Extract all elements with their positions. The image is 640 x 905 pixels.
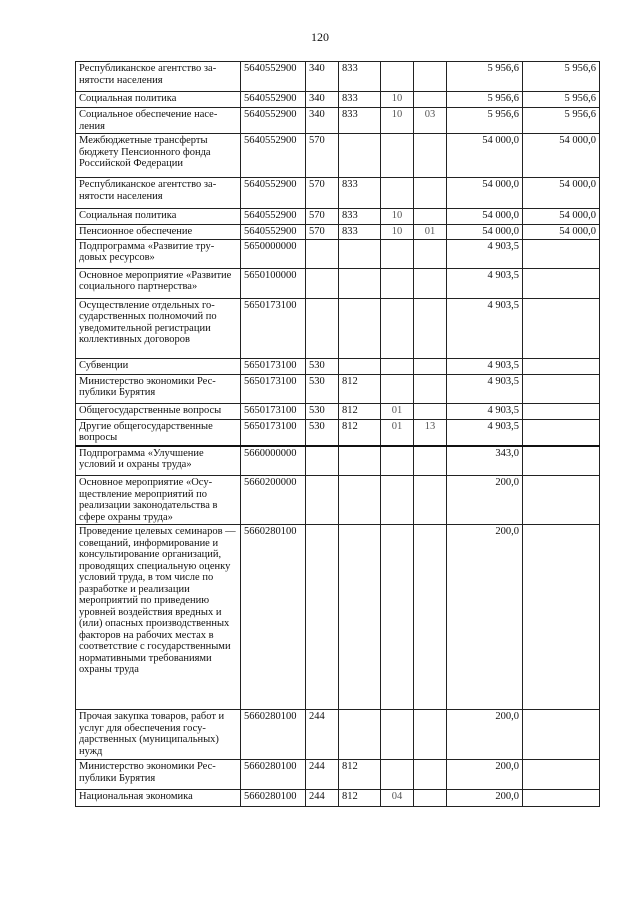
ministry-code-cell: 833 [339, 108, 381, 134]
section-cell [381, 62, 414, 92]
amount-year2-cell [523, 525, 600, 710]
expense-type-cell [306, 525, 339, 710]
amount-year1-cell: 54 000,0 [447, 178, 523, 209]
subsection-cell [414, 525, 447, 710]
amount-year2-cell [523, 268, 600, 298]
subsection-cell [414, 403, 447, 419]
ministry-code-cell [339, 710, 381, 760]
expense-type-cell: 530 [306, 419, 339, 446]
table-row [76, 358, 600, 374]
amount-year1-cell: 54 000,0 [447, 225, 523, 240]
table-row [76, 268, 600, 298]
table-row [76, 134, 600, 178]
amount-year2-cell [523, 358, 600, 374]
row-name-cell: Общегосударственные вопросы [76, 403, 241, 419]
target-code-cell: 5650100000 [241, 268, 306, 298]
row-name-cell: Основное мероприятие «Осуществление мероприятий по реализации законодательства в сфере охраны труда» [76, 476, 241, 525]
table-row [76, 298, 600, 358]
subsection-cell [414, 62, 447, 92]
section-cell [381, 446, 414, 476]
ministry-code-cell: 833 [339, 92, 381, 108]
section-cell: 04 [381, 790, 414, 807]
ministry-code-cell: 812 [339, 760, 381, 790]
amount-year1-cell: 200,0 [447, 525, 523, 710]
section-cell [381, 374, 414, 403]
subsection-cell [414, 374, 447, 403]
section-cell [381, 239, 414, 268]
ministry-code-cell: 812 [339, 419, 381, 446]
target-code-cell: 5650173100 [241, 419, 306, 446]
ministry-code-cell [339, 239, 381, 268]
amount-year1-cell: 54 000,0 [447, 209, 523, 225]
amount-year1-cell: 4 903,5 [447, 403, 523, 419]
subsection-cell: 13 [414, 419, 447, 446]
section-cell [381, 178, 414, 209]
expense-type-cell: 244 [306, 710, 339, 760]
amount-year2-cell: 5 956,6 [523, 108, 600, 134]
amount-year2-cell [523, 419, 600, 446]
table-row [76, 403, 600, 419]
row-name-cell: Подпрограмма «Развитие трудовых ресурсов» [76, 239, 241, 268]
section-cell [381, 298, 414, 358]
ministry-code-cell [339, 298, 381, 358]
section-cell [381, 525, 414, 710]
section-cell [381, 476, 414, 525]
ministry-code-cell: 812 [339, 403, 381, 419]
subsection-cell [414, 790, 447, 807]
table-row [76, 446, 600, 476]
subsection-cell [414, 358, 447, 374]
subsection-cell [414, 92, 447, 108]
amount-year1-cell: 343,0 [447, 446, 523, 476]
budget-table [75, 61, 600, 807]
amount-year2-cell [523, 403, 600, 419]
expense-type-cell: 570 [306, 134, 339, 178]
section-cell: 01 [381, 419, 414, 446]
amount-year1-cell: 200,0 [447, 760, 523, 790]
amount-year1-cell: 5 956,6 [447, 62, 523, 92]
amount-year2-cell: 5 956,6 [523, 62, 600, 92]
row-name-cell: Республиканское агентство занятости населения [76, 62, 241, 92]
table-row [76, 209, 600, 225]
row-name-cell: Основное мероприятие «Развитие социального партнерства» [76, 268, 241, 298]
subsection-cell [414, 760, 447, 790]
subsection-cell [414, 710, 447, 760]
row-name-cell: Субвенции [76, 358, 241, 374]
target-code-cell: 5650000000 [241, 239, 306, 268]
subsection-cell [414, 446, 447, 476]
table-row [76, 62, 600, 92]
ministry-code-cell [339, 525, 381, 710]
expense-type-cell: 340 [306, 108, 339, 134]
expense-type-cell: 570 [306, 209, 339, 225]
target-code-cell: 5650173100 [241, 358, 306, 374]
table-row [76, 710, 600, 760]
subsection-cell [414, 134, 447, 178]
expense-type-cell: 530 [306, 403, 339, 419]
target-code-cell: 5640552900 [241, 178, 306, 209]
row-name-cell: Осуществление отдельных государственных полномочий по уведомительной регистрации коллективных договоров [76, 298, 241, 358]
ministry-code-cell [339, 134, 381, 178]
amount-year2-cell: 54 000,0 [523, 225, 600, 240]
ministry-code-cell: 833 [339, 225, 381, 240]
amount-year2-cell [523, 239, 600, 268]
expense-type-cell [306, 298, 339, 358]
subsection-cell [414, 239, 447, 268]
target-code-cell: 5660280100 [241, 710, 306, 760]
expense-type-cell: 244 [306, 790, 339, 807]
ministry-code-cell: 833 [339, 178, 381, 209]
table-row [76, 476, 600, 525]
expense-type-cell: 530 [306, 374, 339, 403]
ministry-code-cell: 812 [339, 790, 381, 807]
amount-year1-cell: 4 903,5 [447, 358, 523, 374]
subsection-cell [414, 476, 447, 525]
table-row [76, 108, 600, 134]
expense-type-cell [306, 239, 339, 268]
amount-year1-cell: 4 903,5 [447, 268, 523, 298]
row-name-cell: Прочая закупка товаров, работ и услуг для обеспечения государственных (муниципальных) нужд [76, 710, 241, 760]
expense-type-cell: 244 [306, 760, 339, 790]
table-row [76, 525, 600, 710]
expense-type-cell [306, 476, 339, 525]
amount-year2-cell: 54 000,0 [523, 178, 600, 209]
row-name-cell: Министерство экономики Республики Бурятия [76, 760, 241, 790]
amount-year1-cell: 4 903,5 [447, 239, 523, 268]
subsection-cell: 03 [414, 108, 447, 134]
amount-year2-cell: 5 956,6 [523, 92, 600, 108]
amount-year2-cell [523, 760, 600, 790]
row-name-cell: Министерство экономики Республики Бурятия [76, 374, 241, 403]
row-name-cell: Республиканское агентство занятости населения [76, 178, 241, 209]
amount-year2-cell: 54 000,0 [523, 209, 600, 225]
target-code-cell: 5640552900 [241, 225, 306, 240]
subsection-cell: 01 [414, 225, 447, 240]
target-code-cell: 5660000000 [241, 446, 306, 476]
amount-year1-cell: 5 956,6 [447, 92, 523, 108]
ministry-code-cell: 833 [339, 62, 381, 92]
row-name-cell: Социальная политика [76, 92, 241, 108]
section-cell [381, 760, 414, 790]
expense-type-cell [306, 446, 339, 476]
amount-year2-cell [523, 446, 600, 476]
amount-year2-cell [523, 476, 600, 525]
subsection-cell [414, 298, 447, 358]
row-name-cell: Пенсионное обеспечение [76, 225, 241, 240]
section-cell [381, 268, 414, 298]
table-row [76, 374, 600, 403]
subsection-cell [414, 209, 447, 225]
target-code-cell: 5640552900 [241, 108, 306, 134]
table-row [76, 760, 600, 790]
ministry-code-cell [339, 476, 381, 525]
target-code-cell: 5660280100 [241, 525, 306, 710]
amount-year1-cell: 4 903,5 [447, 419, 523, 446]
row-name-cell: Межбюджетные трансферты бюджету Пенсионного фонда Российской Федерации [76, 134, 241, 178]
amount-year1-cell: 4 903,5 [447, 298, 523, 358]
row-name-cell: Другие общегосударственные вопросы [76, 419, 241, 446]
table-row [76, 225, 600, 240]
row-name-cell: Проведение целевых семинаров — совещаний, информирование и консультирование организаций, проводящих специальную оценку условий труда, в том числе по разработке и реализации мероприятий по приведению уровней воздействия вредных и (или) опасных производственных факторов на рабочих местах в соответствие с государственными нормативными требованиями охраны труда [76, 525, 241, 710]
amount-year1-cell: 200,0 [447, 790, 523, 807]
target-code-cell: 5660280100 [241, 790, 306, 807]
ministry-code-cell [339, 268, 381, 298]
section-cell: 10 [381, 225, 414, 240]
amount-year2-cell [523, 790, 600, 807]
section-cell: 10 [381, 92, 414, 108]
target-code-cell: 5660200000 [241, 476, 306, 525]
ministry-code-cell: 812 [339, 374, 381, 403]
subsection-cell [414, 268, 447, 298]
row-name-cell: Социальная политика [76, 209, 241, 225]
table-row [76, 419, 600, 446]
subsection-cell [414, 178, 447, 209]
expense-type-cell: 530 [306, 358, 339, 374]
target-code-cell: 5640552900 [241, 134, 306, 178]
ministry-code-cell [339, 358, 381, 374]
expense-type-cell: 340 [306, 92, 339, 108]
amount-year2-cell [523, 374, 600, 403]
table-row [76, 178, 600, 209]
section-cell [381, 358, 414, 374]
ministry-code-cell: 833 [339, 209, 381, 225]
amount-year2-cell [523, 298, 600, 358]
target-code-cell: 5640552900 [241, 62, 306, 92]
expense-type-cell [306, 268, 339, 298]
section-cell [381, 134, 414, 178]
section-cell [381, 710, 414, 760]
row-name-cell: Национальная экономика [76, 790, 241, 807]
target-code-cell: 5650173100 [241, 298, 306, 358]
section-cell: 10 [381, 108, 414, 134]
amount-year2-cell: 54 000,0 [523, 134, 600, 178]
target-code-cell: 5650173100 [241, 374, 306, 403]
target-code-cell: 5640552900 [241, 92, 306, 108]
section-cell: 10 [381, 209, 414, 225]
amount-year1-cell: 5 956,6 [447, 108, 523, 134]
expense-type-cell: 570 [306, 225, 339, 240]
expense-type-cell: 570 [306, 178, 339, 209]
table-row [76, 790, 600, 807]
section-cell: 01 [381, 403, 414, 419]
table-row [76, 92, 600, 108]
target-code-cell: 5650173100 [241, 403, 306, 419]
amount-year1-cell: 200,0 [447, 710, 523, 760]
amount-year1-cell: 4 903,5 [447, 374, 523, 403]
ministry-code-cell [339, 446, 381, 476]
expense-type-cell: 340 [306, 62, 339, 92]
target-code-cell: 5660280100 [241, 760, 306, 790]
page-number: 120 [311, 30, 329, 44]
table-row [76, 239, 600, 268]
row-name-cell: Подпрограмма «Улучшение условий и охраны труда» [76, 446, 241, 476]
amount-year2-cell [523, 710, 600, 760]
row-name-cell: Социальное обеспечение населения [76, 108, 241, 134]
target-code-cell: 5640552900 [241, 209, 306, 225]
amount-year1-cell: 200,0 [447, 476, 523, 525]
amount-year1-cell: 54 000,0 [447, 134, 523, 178]
